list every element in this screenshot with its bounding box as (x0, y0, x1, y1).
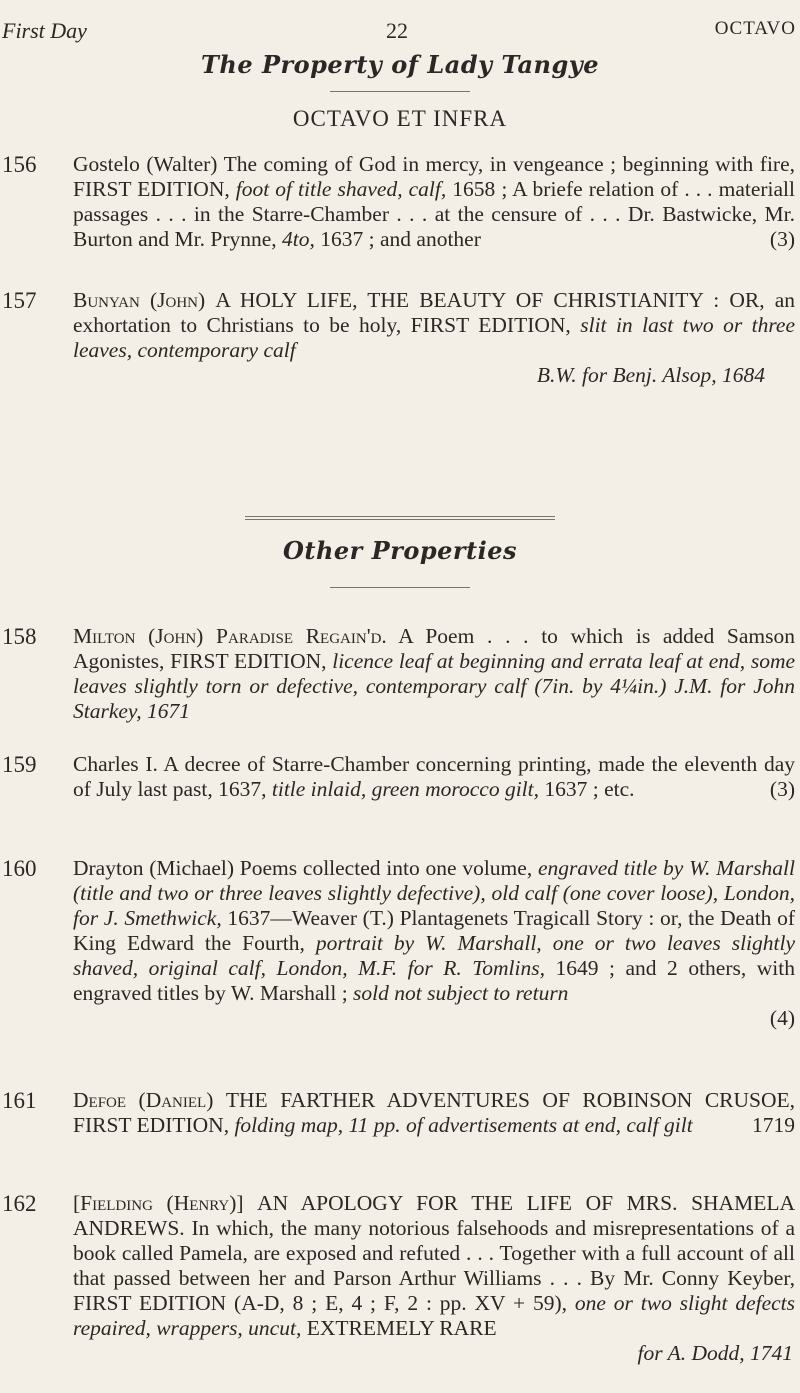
lot-description (73, 288, 795, 388)
running-head (0, 18, 800, 48)
lot-number: 162 (2, 1191, 37, 1216)
lot-condition: folding map, 11 pp. of advertisements at end, calf gilt (234, 1113, 693, 1137)
lot-number: 159 (2, 752, 37, 777)
lot-text: 1637—Weaver (T.) Plantagenets Tragicall Story : or, the Death of King Edward the Fourth, (73, 906, 796, 955)
lot-title: A HOLY LIFE, THE BEAUTY OF CHRISTIANITY : OR, (215, 288, 765, 312)
lot-edition: FIRST EDITION, (170, 649, 327, 673)
lot-rarity: EXTREMELY RARE (306, 1316, 497, 1340)
lot-description (73, 152, 795, 252)
lot-text: 1649 ; and 2 others, with engraved titles by W. Marshall ; (73, 956, 795, 1005)
lot-title: THE FARTHER ADVENTURES OF ROBINSON CRUSOE, (225, 1088, 796, 1112)
lot-description (73, 1088, 795, 1138)
lot-title: Paradise Regain'd. (216, 624, 387, 648)
section-heading: OCTAVO ET INFRA (292, 106, 508, 131)
lot-format: 4to, (282, 227, 315, 251)
divider (245, 516, 555, 517)
lot-description (73, 752, 795, 802)
lot-text: 1658 ; A briefe relation of . . . materiall passages . . . in the Starre-Chamber . . . at the censure of . . . Dr. Bastwicke, Mr. Burton and Mr. Prynne, (73, 177, 795, 251)
property-heading: The Property of Lady Tangye (201, 50, 599, 79)
lot-author: [Fielding (Henry)] (73, 1191, 244, 1215)
lot-author: Defoe (Daniel) (73, 1088, 214, 1112)
lot-number: 158 (2, 624, 37, 649)
lot-imprint: for A. Dodd, 1741 (637, 1341, 793, 1365)
lot-number: 161 (2, 1088, 37, 1113)
lot-text: A Poem . . . to which is added Samson Agonistes, (73, 624, 795, 673)
lot-description (73, 1191, 795, 1366)
format-label: OCTAVO (714, 18, 796, 39)
lot-imprint: B.W. for Benj. Alsop, 1684 (536, 363, 765, 387)
lot-title: AN APOLOGY FOR THE LIFE OF MRS. SHAMELA ANDREWS. (73, 1191, 795, 1240)
lot-count: (4) (769, 1006, 795, 1030)
lot-author: Milton (John) (73, 624, 204, 648)
lot-text: In which, the many notorious falsehoods and misrepresentations of a book called Pamela, are exposed and refuted . . . Together with a full account of all that passed between her and Parson Arthur Williams . . . By Mr. Conny Keyber, (73, 1216, 795, 1290)
lot-condition: licence leaf at beginning and errata leaf at end, some leaves slightly torn or defective, contemporary calf (7in. by 4¼in.) (73, 649, 796, 698)
lot-condition: portrait by W. Marshall, one or two leaves slightly shaved, original calf, London, M.F. for R. Tomlins, (73, 931, 795, 980)
sale-day: First Day (2, 18, 87, 43)
lot-author: Bunyan (John) (73, 288, 206, 312)
lot-number: 157 (2, 288, 37, 313)
lot-description (73, 624, 795, 724)
lot-condition: engraved title by W. Marshall (title and two or three leaves slightly defective), old calf (one cover loose), London, for J. Smethwick, (73, 856, 796, 930)
lot-condition: slit in last two or three leaves, contemporary calf (73, 313, 796, 362)
lot-text: an exhortation to Christians to be holy, (73, 288, 796, 337)
lot-condition: foot of title shaved, calf, (235, 177, 447, 201)
lot-condition: title inlaid, green morocco gilt, (271, 777, 539, 801)
divider (330, 91, 470, 92)
lot-number: 160 (2, 856, 37, 881)
lot-text: The coming of God in mercy, in vengeance ; beginning with fire, (223, 152, 795, 176)
other-properties-heading: Other Properties (282, 536, 518, 565)
lot-text: Drayton (Michael) Poems collected into one volume, (73, 856, 533, 880)
lot-edition: FIRST EDITION (73, 1291, 227, 1315)
lot-text: 1637 ; etc. (544, 777, 635, 801)
lot-year: 1719 (752, 1113, 795, 1137)
lot-edition: FIRST EDITION, (73, 177, 230, 201)
divider (245, 519, 555, 520)
lot-note: sold not subject to return (353, 981, 569, 1005)
lot-author: Gostelo (Walter) (73, 152, 218, 176)
lot-count: (3) (769, 777, 795, 801)
lot-description (73, 856, 795, 1031)
lot-collation: (A-D, 8 ; E, 4 ; F, 2 : pp. XV + 59), (234, 1291, 568, 1315)
lot-edition: FIRST EDITION, (73, 1113, 230, 1137)
lot-text: 1637 ; and another (320, 227, 481, 251)
lot-edition: FIRST EDITION, (410, 313, 571, 337)
lot-condition: one or two slight defects repaired, wrappers, uncut, (73, 1291, 796, 1340)
lot-count: (3) (769, 227, 795, 251)
divider (330, 587, 470, 588)
page-number: 22 (386, 18, 408, 43)
lot-text: Charles I. A decree of Starre-Chamber concerning printing, made the eleventh day of July last past, 1637, (73, 752, 795, 801)
lot-number: 156 (2, 152, 37, 177)
lot-imprint: J.M. for John Starkey, 1671 (73, 674, 795, 723)
